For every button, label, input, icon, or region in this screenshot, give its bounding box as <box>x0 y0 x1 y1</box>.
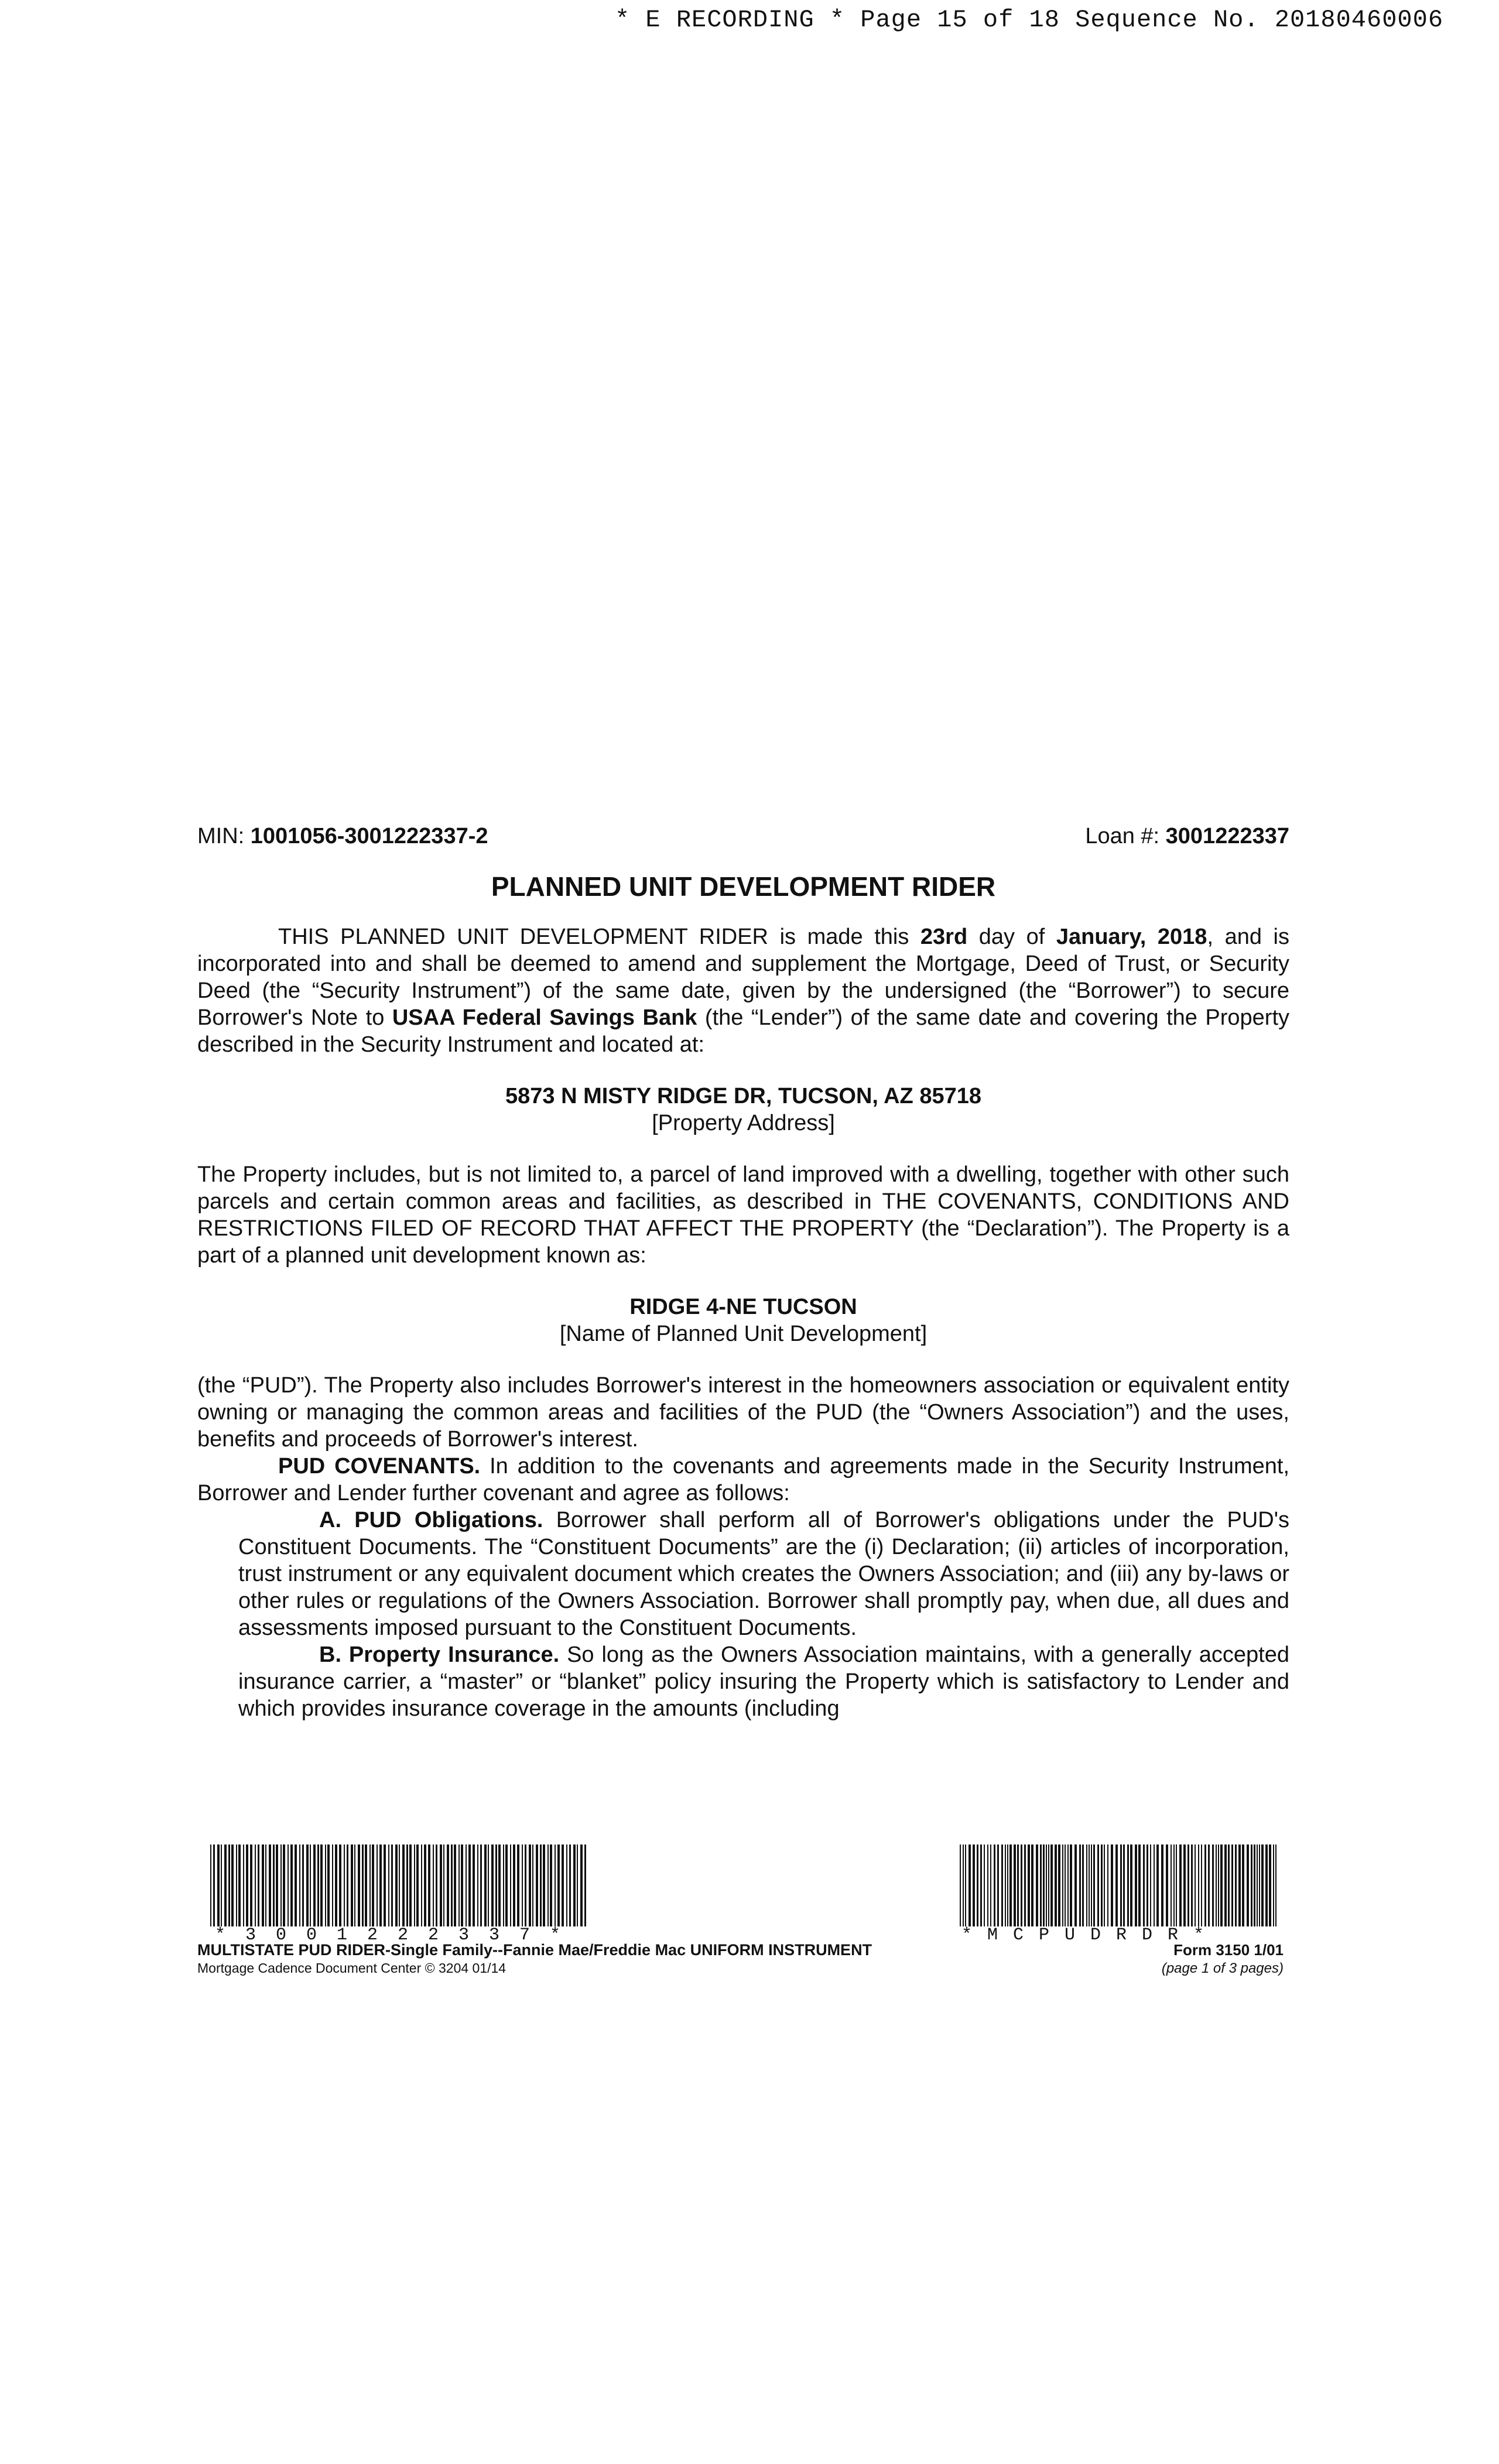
barcode-bar <box>327 1844 330 1926</box>
barcode-bar <box>555 1844 556 1926</box>
barcode-bar <box>1127 1844 1129 1926</box>
barcode-bar <box>320 1844 323 1926</box>
barcode-bar <box>1265 1844 1268 1926</box>
barcode-bar <box>473 1844 475 1926</box>
barcode-bar <box>963 1844 964 1926</box>
barcode-bar <box>1067 1844 1069 1926</box>
barcode-bar <box>1021 1844 1022 1926</box>
covenants-heading: PUD COVENANTS. <box>278 1454 481 1479</box>
barcode-bar <box>351 1844 353 1926</box>
barcode-bar <box>543 1844 545 1926</box>
barcode-bar <box>1031 1844 1033 1926</box>
barcode-bar <box>288 1844 289 1926</box>
barcode-bar <box>458 1844 460 1926</box>
barcode-bar <box>1024 1844 1026 1926</box>
barcode-bar <box>1218 1844 1219 1926</box>
barcode-bar <box>454 1844 456 1926</box>
property-address-caption: [Property Address] <box>652 1111 835 1135</box>
barcode-bar <box>1216 1844 1217 1926</box>
barcode-bar <box>424 1844 426 1926</box>
barcode-bar <box>1017 1844 1019 1926</box>
barcode-bar <box>980 1844 982 1926</box>
barcode-bar <box>1269 1844 1271 1926</box>
barcode-bar <box>1009 1844 1012 1926</box>
recording-header: * E RECORDING * Page 15 of 18 Sequence No. 20180460006 <box>615 6 1444 34</box>
barcode-bar <box>1212 1844 1214 1926</box>
barcode-bar <box>1154 1844 1155 1926</box>
barcode-bar <box>358 1844 360 1926</box>
barcode-bar <box>461 1844 463 1926</box>
barcode-bar <box>466 1844 467 1926</box>
barcode-bar <box>1275 1844 1276 1926</box>
barcode-bar <box>1176 1844 1177 1926</box>
barcode-bar <box>409 1844 412 1926</box>
barcode-bar <box>354 1844 355 1926</box>
form-title: MULTISTATE PUD RIDER-Single Family--Fannie Mae/Freddie Mac UNIFORM INSTRUMENT <box>197 1941 872 1959</box>
section-b-text: So long as the Owners Association maintains, with a generally accepted insurance carrier, a “master” or “blanket” policy insuring the Property which is satisfactory to Lender and which provides insurance coverage in the amounts (including <box>238 1642 1289 1721</box>
covenants-paragraph <box>197 1453 1289 1507</box>
barcode-bar <box>1273 1844 1274 1926</box>
barcode-bar <box>1259 1844 1260 1926</box>
document-footer <box>197 1844 1289 1976</box>
barcode-bar <box>977 1844 978 1926</box>
intro-date: January, 2018 <box>1056 925 1207 949</box>
barcode-bar <box>525 1844 526 1926</box>
barcode-bar <box>1058 1844 1060 1926</box>
barcode-bar <box>484 1844 487 1926</box>
barcode-bar <box>228 1844 230 1926</box>
barcode-bar <box>557 1844 560 1926</box>
barcode-bar <box>1143 1844 1145 1926</box>
pud-name-block <box>197 1293 1289 1347</box>
pud-name-caption: [Name of Planned Unit Development] <box>559 1322 928 1346</box>
intro-text-1: THIS PLANNED UNIT DEVELOPMENT RIDER is made this <box>278 925 920 949</box>
barcode-bar <box>236 1844 237 1926</box>
barcode-bar <box>1062 1844 1063 1926</box>
barcode-bar <box>317 1844 319 1926</box>
barcode-bar <box>1091 1844 1092 1926</box>
barcode-bar <box>987 1844 988 1926</box>
loan-label: Loan #: <box>1085 824 1166 848</box>
barcode-bar <box>1191 1844 1193 1926</box>
section-b-heading: B. Property Insurance. <box>319 1642 560 1667</box>
barcode-bar <box>210 1844 211 1926</box>
barcode-bar <box>255 1844 256 1926</box>
barcode-bar <box>1208 1844 1210 1926</box>
page-info: (page 1 of 3 pages) <box>1161 1960 1284 1976</box>
barcode-bar <box>1097 1844 1099 1926</box>
barcode-bar <box>258 1844 259 1926</box>
barcode-bar <box>1093 1844 1095 1926</box>
barcode-bar <box>1048 1844 1049 1926</box>
declaration-paragraph: The Property includes, but is not limited to, a parcel of land improved with a dwelling, together with other such parcels and certain common areas and facilities, as described in THE COVENANTS, CONDITIONS AND RESTRICTIONS FILED OF RECORD THAT AFFECT THE PROPERTY (the “Declaration”). The Property is a part of a planned unit development known as: <box>197 1162 1289 1268</box>
barcode-bar <box>529 1844 531 1926</box>
barcode-bar <box>532 1844 533 1926</box>
barcode-bar <box>1082 1844 1084 1926</box>
barcode-bar <box>325 1844 326 1926</box>
barcode-bar <box>306 1844 309 1926</box>
barcode-bar <box>1001 1844 1003 1926</box>
barcode-bar <box>1028 1844 1030 1926</box>
barcode-bar <box>1247 1844 1249 1926</box>
barcode-bar <box>1074 1844 1077 1926</box>
barcode-bar <box>213 1844 215 1926</box>
barcode-bar <box>584 1844 586 1926</box>
barcode-bar <box>505 1844 508 1926</box>
section-b <box>197 1641 1289 1722</box>
loan-number <box>1085 823 1289 850</box>
barcode-bar <box>1005 1844 1006 1926</box>
barcode-bar <box>1201 1844 1202 1926</box>
barcode-bar <box>1120 1844 1122 1926</box>
loan-value: 3001222337 <box>1165 824 1289 848</box>
barcode-bar <box>250 1844 252 1926</box>
barcode-bar <box>997 1844 999 1926</box>
barcode-bar <box>295 1844 297 1926</box>
barcode-bar <box>1014 1844 1016 1926</box>
barcode-bar <box>414 1844 415 1926</box>
barcode-bar <box>1147 1844 1148 1926</box>
intro-lender: USAA Federal Savings Bank <box>392 1005 697 1030</box>
barcode-bar <box>498 1844 501 1926</box>
document-title: PLANNED UNIT DEVELOPMENT RIDER <box>491 871 996 902</box>
barcode-bar <box>365 1844 367 1926</box>
intro-text-2: day of <box>967 925 1056 949</box>
barcode-bar <box>1261 1844 1264 1926</box>
barcode-bar <box>269 1844 271 1926</box>
barcode-bar <box>1089 1844 1090 1926</box>
barcode-bar <box>573 1844 576 1926</box>
form-barcode <box>959 1844 1281 1926</box>
barcode-bar <box>339 1844 341 1926</box>
barcode-bar <box>399 1844 400 1926</box>
barcode-bar <box>1173 1844 1175 1926</box>
barcode-bar <box>1065 1844 1066 1926</box>
barcode-bar <box>984 1844 985 1926</box>
barcode-bar <box>369 1844 371 1926</box>
barcode-bar <box>510 1844 511 1926</box>
loan-barcode-caption: *3001222337* <box>215 1925 581 1945</box>
min-label: MIN: <box>197 824 251 848</box>
barcode-bar <box>388 1844 389 1926</box>
document-center: Mortgage Cadence Document Center © 3204 01/14 <box>197 1960 506 1976</box>
barcode-bar <box>495 1844 497 1926</box>
barcode-bar <box>290 1844 293 1926</box>
property-address-block <box>197 1083 1289 1137</box>
barcode-bar <box>1101 1844 1103 1926</box>
barcode-bar <box>550 1844 552 1926</box>
section-a-text: Borrower shall perform all of Borrower's obligations under the PUD's Constituent Documents. The “Constituent Documents” are the (i) Declaration; (ii) articles of incorporation, trust instrument or any equivalent document which creates the Owners Association; and (iii) any by-laws or other rules or regulations of the Owners Association. Borrower shall promptly pay, when due, all dues and assessments imposed pursuant to the Constituent Documents. <box>238 1508 1290 1640</box>
pud-name: RIDGE 4-NE TUCSON <box>629 1295 857 1319</box>
barcode-bar <box>1111 1844 1113 1926</box>
barcode-bar <box>379 1844 382 1926</box>
barcode-bar <box>217 1844 220 1926</box>
barcode-bar <box>1135 1844 1137 1926</box>
barcode-bar <box>332 1844 333 1926</box>
form-barcode-bars <box>959 1844 1281 1926</box>
barcode-bar <box>477 1844 478 1926</box>
barcode-bar <box>421 1844 422 1926</box>
barcode-bar <box>513 1844 515 1926</box>
barcode-bar <box>313 1844 316 1926</box>
barcode-bar <box>1228 1844 1230 1926</box>
barcode-bar <box>566 1844 567 1926</box>
barcode-bar <box>1166 1844 1168 1926</box>
barcode-bar <box>1224 1844 1227 1926</box>
barcode-bar <box>243 1844 244 1926</box>
section-a-heading: A. PUD Obligations. <box>319 1508 543 1532</box>
barcode-bar <box>488 1844 489 1926</box>
barcode-bar <box>231 1844 234 1926</box>
barcode-bar <box>973 1844 975 1926</box>
barcode-bar <box>1107 1844 1108 1926</box>
barcode-bar <box>433 1844 434 1926</box>
barcode-bar <box>1231 1844 1233 1926</box>
barcode-bar <box>1183 1844 1186 1926</box>
barcode-bar <box>1123 1844 1125 1926</box>
barcode-bar <box>440 1844 442 1926</box>
barcode-bar <box>1161 1844 1163 1926</box>
barcode-bar <box>1036 1844 1038 1926</box>
barcode-bar <box>1187 1844 1189 1926</box>
barcode-bar <box>540 1844 542 1926</box>
barcode-bar <box>1043 1844 1045 1926</box>
intro-text-3: , and is incorporated into and shall be deemed to amend and supplement the Mortgage, Deed of Trust, or Security Deed (the “Security Instrument”) of the same date, given by the undersigned (the “Borrower”) to secure Borrower's Note to <box>197 925 1289 1030</box>
barcode-bar <box>310 1844 311 1926</box>
barcode-bar <box>406 1844 408 1926</box>
intro-paragraph <box>197 923 1289 1058</box>
barcode-bar <box>468 1844 471 1926</box>
barcode-bar <box>416 1844 419 1926</box>
pud-paragraph: (the “PUD”). The Property also includes Borrower's interest in the homeowners association or equivalent entity owning or managing the common areas and facilities of the PUD (the “Owners Association”) and the uses, benefits and proceeds of Borrower's interest. <box>197 1373 1289 1452</box>
barcode-bar <box>547 1844 549 1926</box>
barcode-bar <box>1050 1844 1053 1926</box>
barcode-bar <box>1115 1844 1118 1926</box>
rider-document <box>197 823 1289 1722</box>
barcode-bar <box>391 1844 393 1926</box>
barcode-bar <box>1040 1844 1042 1926</box>
barcode-bar <box>491 1844 494 1926</box>
barcode-bar <box>335 1844 337 1926</box>
barcode-bar <box>1179 1844 1182 1926</box>
barcode-bar <box>276 1844 278 1926</box>
barcode-bar <box>968 1844 971 1926</box>
barcode-bar <box>577 1844 578 1926</box>
barcode-bar <box>1171 1844 1172 1926</box>
barcode-bar <box>1007 1844 1008 1926</box>
barcode-bar <box>503 1844 504 1926</box>
barcode-bar <box>1086 1844 1087 1926</box>
barcode-bar <box>1104 1844 1105 1926</box>
barcode-bar <box>1156 1844 1159 1926</box>
barcode-bar <box>480 1844 482 1926</box>
barcode-bar <box>1046 1844 1047 1926</box>
barcode-bar <box>372 1844 374 1926</box>
barcode-bar <box>580 1844 583 1926</box>
min-value: 1001056-3001222337-2 <box>250 824 488 848</box>
intro-text-4: (the “Lender”) of the same date and covering the Property described in the Security Instrument and located at: <box>197 1005 1290 1057</box>
barcode-bar <box>1257 1844 1258 1926</box>
property-address: 5873 N MISTY RIDGE DR, TUCSON, AZ 85718 <box>505 1084 981 1108</box>
barcode-bar <box>536 1844 538 1926</box>
min-number <box>197 823 488 850</box>
barcode-bar <box>522 1844 523 1926</box>
loan-barcode <box>209 1844 590 1926</box>
barcode-bar <box>447 1844 449 1926</box>
barcode-bar <box>1220 1844 1223 1926</box>
barcode-bar <box>428 1844 430 1926</box>
barcode-bar <box>990 1844 991 1926</box>
barcode-bar <box>965 1844 966 1926</box>
barcode-bar <box>262 1844 264 1926</box>
intro-day: 23rd <box>920 925 968 949</box>
barcode-bar <box>224 1844 227 1926</box>
form-number: Form 3150 1/01 <box>1173 1941 1284 1959</box>
form-barcode-caption: *MCPUDRDR* <box>961 1925 1220 1945</box>
barcode-bar <box>994 1844 995 1926</box>
barcode-bar <box>246 1844 248 1926</box>
barcode-bar <box>1242 1844 1244 1926</box>
barcode-bar <box>280 1844 282 1926</box>
barcode-bar <box>384 1844 386 1926</box>
barcode-bar <box>1130 1844 1132 1926</box>
barcode-bar <box>569 1844 571 1926</box>
barcode-bar <box>377 1844 378 1926</box>
barcode-bar <box>299 1844 300 1926</box>
barcode-bar <box>562 1844 564 1926</box>
barcode-bar <box>517 1844 519 1926</box>
barcode-bar <box>273 1844 275 1926</box>
barcode-bar <box>1138 1844 1141 1926</box>
barcode-bar <box>1251 1844 1252 1926</box>
barcode-bar <box>1070 1844 1072 1926</box>
barcode-bar <box>1055 1844 1057 1926</box>
barcode-bar <box>1198 1844 1199 1926</box>
id-row <box>197 823 1289 850</box>
barcode-bar <box>362 1844 364 1926</box>
barcode-bar <box>1204 1844 1206 1926</box>
barcode-bar <box>402 1844 405 1926</box>
barcode-bar <box>283 1844 285 1926</box>
barcode-bar <box>436 1844 437 1926</box>
barcode-bar <box>960 1844 961 1926</box>
section-a <box>197 1507 1289 1641</box>
barcode-bar <box>443 1844 444 1926</box>
barcode-bar <box>1195 1844 1196 1926</box>
barcode-bar <box>238 1844 241 1926</box>
barcode-bar <box>1079 1844 1081 1926</box>
covenants-text: In addition to the covenants and agreements made in the Security Instrument, Borrower and Lender further covenant and agree as follows: <box>197 1454 1290 1505</box>
barcode-bar <box>265 1844 266 1926</box>
loan-barcode-bars <box>209 1844 590 1926</box>
barcode-bar <box>1254 1844 1255 1926</box>
barcode-bar <box>395 1844 398 1926</box>
barcode-bar <box>302 1844 304 1926</box>
barcode-bar <box>1235 1844 1237 1926</box>
barcode-bar <box>1150 1844 1151 1926</box>
barcode-bar <box>1238 1844 1241 1926</box>
barcode-bar <box>347 1844 348 1926</box>
barcode-bar <box>221 1844 222 1926</box>
barcode-bar <box>451 1844 453 1926</box>
barcode-bar <box>344 1844 345 1926</box>
